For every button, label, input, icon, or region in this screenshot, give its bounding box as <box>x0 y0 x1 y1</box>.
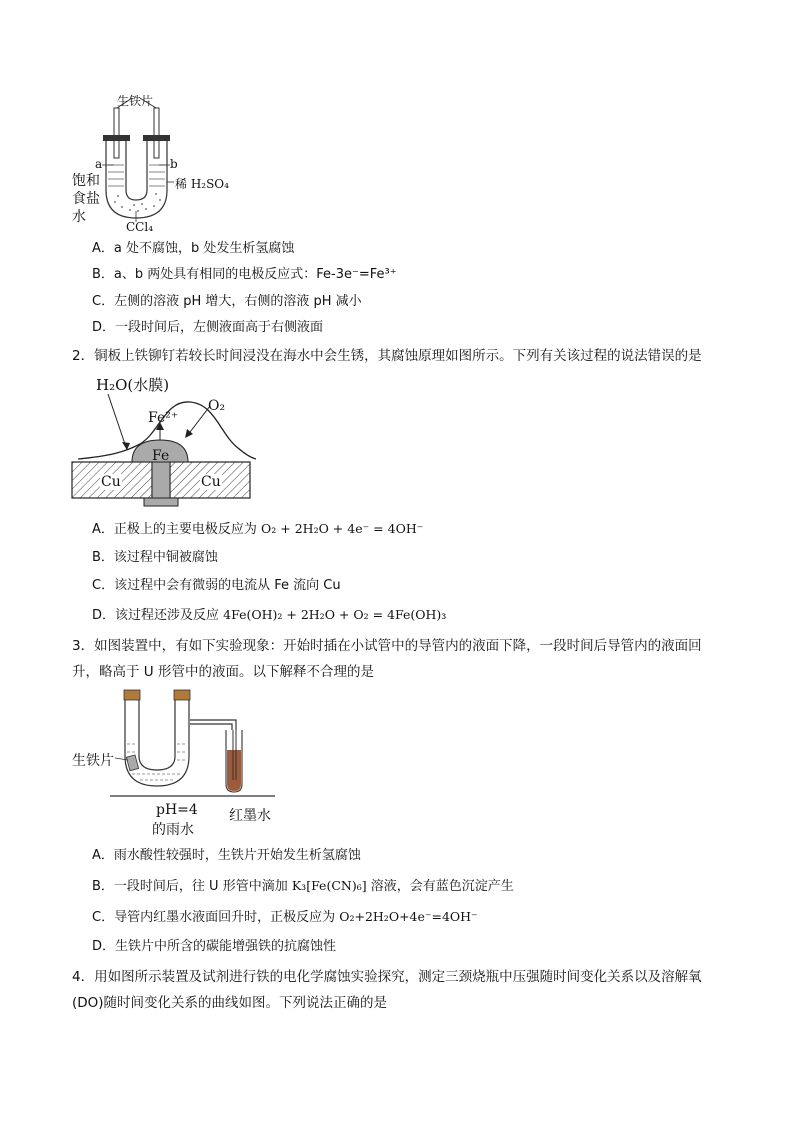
q1-label-b: b <box>170 157 178 171</box>
q3-option-c[interactable] <box>92 908 478 927</box>
q4-stem-line1: 4．用如图所示装置及试剂进行铁的电化学腐蚀实验探究，测定三颈烧瓶中压强随时间变化关系以及溶解氧 <box>72 969 702 985</box>
q3-label-ph-2: 的雨水 <box>152 822 194 838</box>
q3-option-b-suffix: 溶液，会有蓝色沉淀产生 <box>366 879 514 894</box>
q2-label-o2: O₂ <box>208 398 226 414</box>
q2-option-a-text: A．正极上的主要电极反应为 <box>92 522 262 537</box>
q3-option-a[interactable]: A．雨水酸性较强时，生铁片开始发生析氢腐蚀 <box>92 848 361 863</box>
q1-label-left-3: 水 <box>72 209 86 225</box>
q2-option-b[interactable]: B．该过程中铜被腐蚀 <box>92 550 218 565</box>
q3-option-b-text: B．一段时间后，往 U 形管中滴加 <box>92 879 292 894</box>
q4-stem-line2: (DO)随时间变化关系的曲线如图。下列说法正确的是 <box>72 995 388 1011</box>
q2-label-fe: Fe <box>152 448 170 464</box>
q2-label-cu-left: Cu <box>101 474 121 490</box>
q1-label-left-1: 饱和 <box>72 173 100 189</box>
q3-option-c-formula: O₂+2H₂O+4e⁻=4OH⁻ <box>339 909 478 924</box>
q1-label-left-2: 食盐 <box>72 191 100 207</box>
q3-option-b[interactable] <box>92 877 514 896</box>
q2-option-d-text: D．该过程还涉及反应 <box>92 608 224 623</box>
q2-option-d[interactable] <box>92 606 446 625</box>
q3-label-ink: 红墨水 <box>229 808 271 824</box>
q1-label-a: a <box>95 157 103 171</box>
q3-figure <box>110 688 280 803</box>
q1-option-d[interactable]: D．一段时间后，左侧液面高于右侧液面 <box>92 320 324 335</box>
q3-option-d[interactable]: D．生铁片中所含的碳能增强铁的抗腐蚀性 <box>92 939 337 954</box>
u-tube-ink-diagram <box>110 688 280 803</box>
q2-option-a-formula: O₂ + 2H₂O + 4e⁻ = 4OH⁻ <box>261 521 424 536</box>
q2-option-d-formula: 4Fe(OH)₂ + 2H₂O + O₂ = 4Fe(OH)₃ <box>223 607 447 622</box>
q2-option-a[interactable] <box>92 520 423 539</box>
q3-stem-line2: 升，略高于 U 形管中的液面。以下解释不合理的是 <box>72 664 374 680</box>
q1-label-right: 稀 H₂SO₄ <box>175 177 229 191</box>
q2-label-water: H₂O(水膜) <box>96 376 170 394</box>
q2-label-cu-right: Cu <box>201 474 221 490</box>
q3-stem-line1: 3．如图装置中，有如下实验现象：开始时插在小试管中的导管内的液面下降，一段时间后导管内的液面回 <box>72 638 702 654</box>
q3-label-ph-1: pH=4 <box>156 802 198 818</box>
q1-label-bottom: CCl₄ <box>126 220 154 234</box>
q2-option-c[interactable]: C．该过程中会有微弱的电流从 Fe 流向 Cu <box>92 578 341 593</box>
q3-option-b-formula: K₃[Fe(CN)₆] <box>291 878 367 893</box>
q1-option-a[interactable]: A．a 处不腐蚀，b 处发生析氢腐蚀 <box>92 241 295 256</box>
q2-label-fe2: Fe²⁺ <box>148 410 179 426</box>
q3-label-iron: 生铁片 <box>72 753 114 769</box>
q2-stem: 2．铜板上铁铆钉若较长时间浸没在海水中会生锈，其腐蚀原理如图所示。下列有关该过程的说法错误的是 <box>72 348 702 364</box>
q3-option-c-text: C．导管内红墨水液面回升时，正极反应为 <box>92 910 340 925</box>
q1-option-b[interactable]: B．a、b 两处具有相同的电极反应式：Fe-3e⁻=Fe³⁺ <box>92 267 397 282</box>
q1-option-c[interactable]: C．左侧的溶液 pH 增大，右侧的溶液 pH 减小 <box>92 294 362 309</box>
q1-label-top: 生铁片 <box>117 94 154 108</box>
